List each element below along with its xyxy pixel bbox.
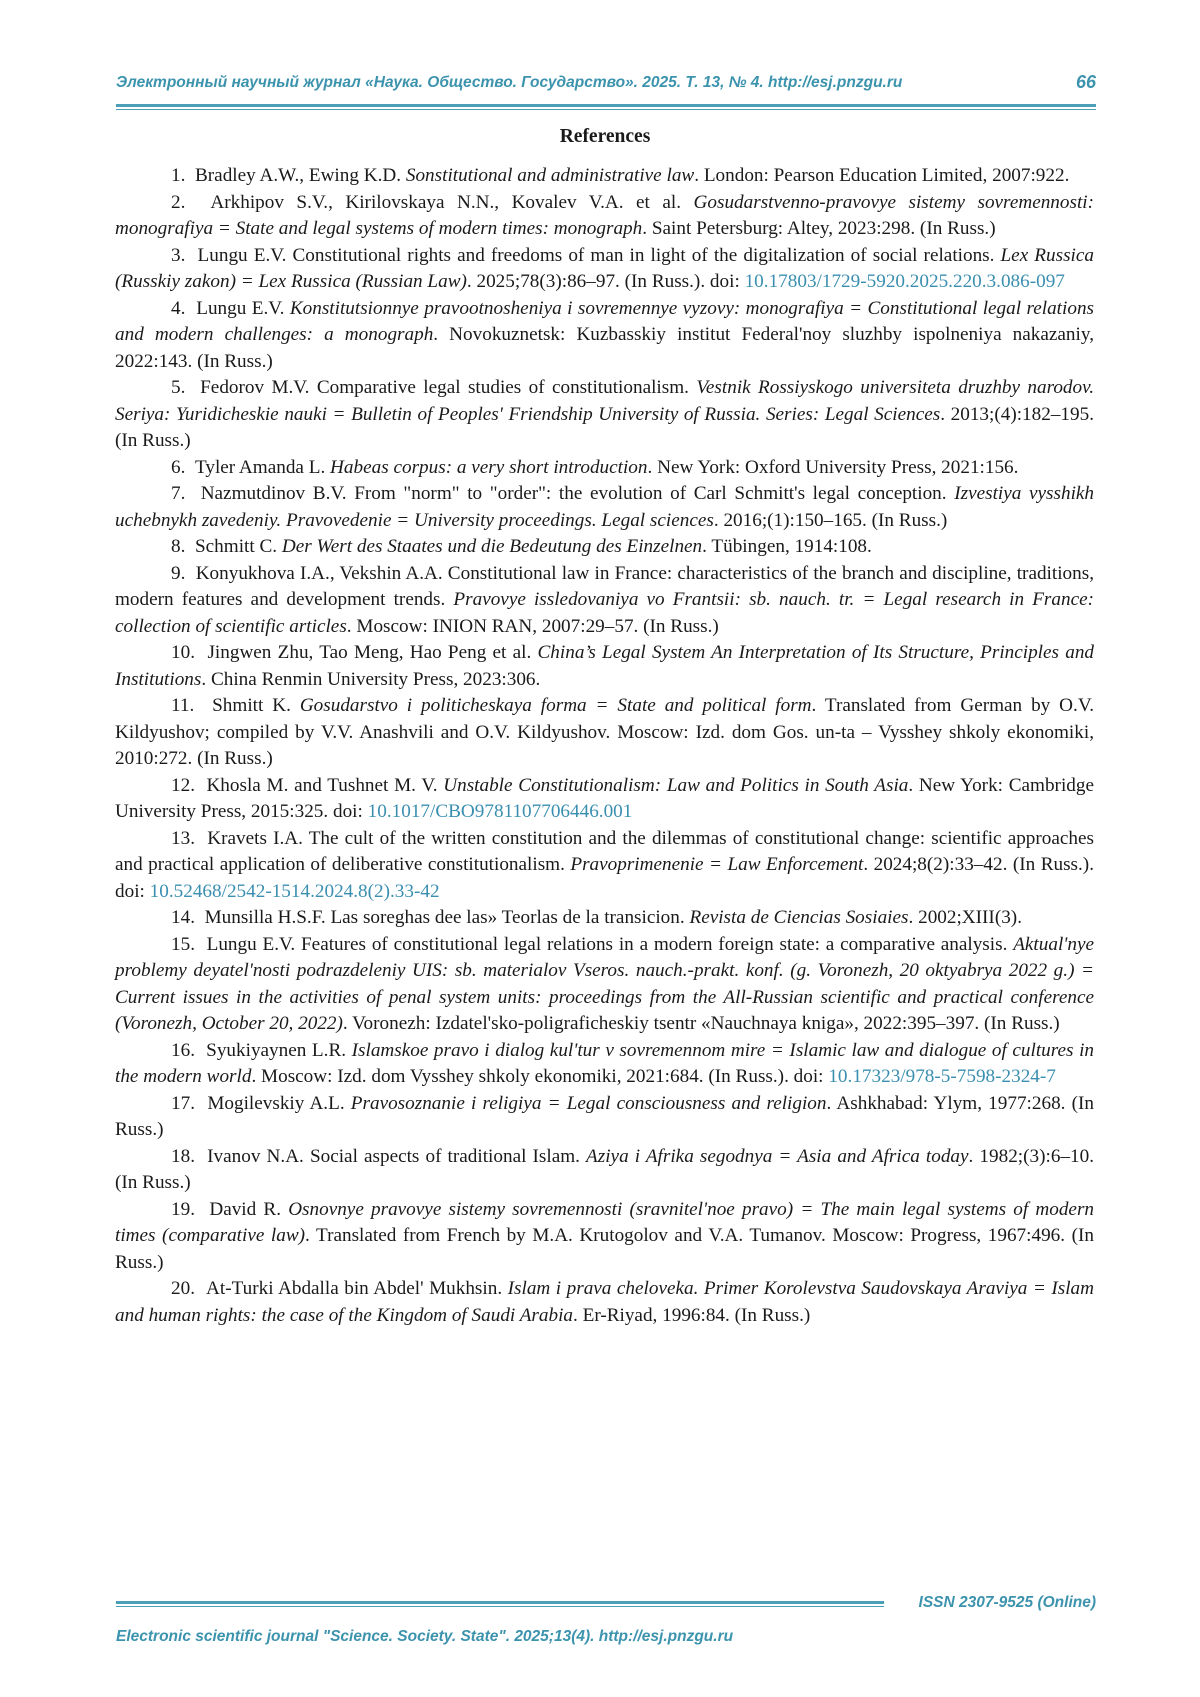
reference-authors: At-Turki Abdalla bin Abdel' Mukhsin. xyxy=(206,1278,508,1299)
reference-authors: Fedorov M.V. Comparative legal studies of constitutionalism. xyxy=(200,377,697,398)
reference-details: . 2002;XIII(3). xyxy=(908,907,1022,928)
reference-number: 15. xyxy=(171,933,195,955)
reference-authors: Mogilevskiy A.L. xyxy=(207,1092,351,1114)
reference-details: . 2024;8(2):33–42. (In Russ.). doi: xyxy=(115,854,1094,902)
reference-source-title: Pravosoznanie i religiya = Legal consciousness and religion xyxy=(350,1092,827,1114)
references-list xyxy=(115,163,1094,1329)
doi-link[interactable]: 10.17803/1729-5920.2025.220.3.086-097 xyxy=(744,271,1065,292)
reference-details: . 2025;78(3):86–97. (In Russ.). doi: xyxy=(466,271,745,292)
reference-source-title: Lex Russica (Russkiy zakon) = Lex Russica (Russian Law) xyxy=(115,244,1094,292)
reference-authors: Bradley A.W., Ewing K.D. xyxy=(194,165,406,186)
reference-item xyxy=(115,190,1094,243)
reference-source-title: Izvestiya vysshikh uchebnykh zavedeniy. Pravovedenie = University proceedings. Legal sciences xyxy=(115,483,1095,531)
footer-divider xyxy=(116,1601,884,1604)
reference-source-title: Gosudarstvenno-pravovye sistemy sovremennosti: monografiya = State and legal systems of modern times: monograph xyxy=(115,191,1095,239)
reference-source-title: Islamskoe pravo i dialog kul'tur v sovremennom mire = Islamic law and dialogue of cultures in the modern world xyxy=(115,1039,1095,1087)
reference-authors: Jingwen Zhu, Tao Meng, Hao Peng et al. xyxy=(207,642,538,663)
reference-authors: Kravets I.A. The cult of the written constitution and the dilemmas of constitutional change: scientific approaches and practical application of deliberative constitutionalism. xyxy=(115,827,1094,875)
reference-authors: Lungu E.V. Constitutional rights and freedoms of man in light of the digitalization of social relations. xyxy=(197,244,1001,266)
reference-number: 13. xyxy=(171,827,195,849)
reference-item xyxy=(115,1144,1094,1197)
reference-source-title: Habeas corpus: a very short introduction xyxy=(330,456,648,478)
reference-number: 4. xyxy=(171,297,186,319)
footer-issn: ISSN 2307-9525 (Online) xyxy=(918,1594,1096,1611)
reference-source-title: Vestnik Rossiyskogo universiteta druzhby narodov. Seriya: Yuridicheskie nauki = Bulletin of Peoples' Friendship University of Russia. Series: Legal Sciences xyxy=(115,377,1095,425)
reference-number: 9. xyxy=(171,562,186,584)
doi-link[interactable]: 10.52468/2542-1514.2024.8(2).33-42 xyxy=(149,880,440,902)
reference-number: 18. xyxy=(171,1145,195,1167)
reference-authors: Ivanov N.A. Social aspects of traditional Islam. xyxy=(207,1145,587,1167)
reference-item xyxy=(115,1038,1094,1091)
footer-journal: Electronic scientific journal "Science. Society. State". 2025;13(4). http://esj.pnzgu.ru xyxy=(116,1628,734,1645)
reference-authors: David R. xyxy=(209,1198,289,1220)
reference-authors: Nazmutdinov B.V. From "norm" to "order": the evolution of Carl Schmitt's legal conception. xyxy=(200,483,955,504)
reference-details: . Ashkhabad: Ylym, 1977:268. (In Russ.) xyxy=(115,1092,1095,1140)
reference-details: . Moscow: Izd. dom Vysshey shkoly ekonomiki, 2021:684. (In Russ.). doi: xyxy=(251,1066,829,1087)
reference-source-title: Konstitutsionnye pravootnosheniya i sovremennye vyzovy: monografiya = Constitutional legal relations and modern challenges: a monograph xyxy=(115,297,1095,345)
reference-source-title: Osnovnye pravovye sistemy sovremennosti (sravnitel'noe pravo) = The main legal systems of modern times (comparative law) xyxy=(115,1198,1095,1246)
doi-link[interactable]: 10.17323/978-5-7598-2324-7 xyxy=(828,1066,1056,1087)
page-number: 66 xyxy=(1075,72,1096,92)
reference-item xyxy=(115,481,1094,534)
reference-item xyxy=(115,773,1094,826)
reference-item xyxy=(115,455,1094,482)
reference-authors: Syukiyaynen L.R. xyxy=(206,1039,352,1061)
reference-details: . 2016;(1):150–165. (In Russ.) xyxy=(713,509,948,531)
reference-authors: Lungu E.V. xyxy=(196,297,290,319)
reference-details: . Voronezh: Izdatel'sko-poligraficheskiy tsentr «Nauchnaya kniga», 2022:395–397. (In Russ.) xyxy=(342,1013,1060,1034)
reference-details: . Translated from French by M.A. Krutogolov and V.A. Tumanov. Moscow: Progress, 1967:496. (In Russ.) xyxy=(115,1225,1094,1273)
reference-source-title: Unstable Constitutionalism: Law and Politics in South Asia xyxy=(443,774,909,796)
reference-source-title: Sonstitutional and administrative law xyxy=(405,165,695,186)
reference-item xyxy=(115,1276,1094,1329)
reference-item xyxy=(115,1197,1094,1277)
reference-source-title: Aktual'nye problemy deyatel'nosti podrazdeleniy UIS: sb. materialov Vseros. nauch.-prakt. konf. (g. Voronezh, 20 oktyabrya 2022 g.) = Current issues in the activities of penal system units: proceedings from the All-Russian scientific and practical conference (Voronezh, October 20, 2022) xyxy=(115,933,1095,1034)
reference-item xyxy=(115,243,1094,296)
reference-details: . Saint Petersburg: Altey, 2023:298. (In Russ.) xyxy=(642,218,996,239)
references-heading: References xyxy=(559,126,651,147)
reference-number: 1. xyxy=(171,165,186,186)
reference-number: 5. xyxy=(171,377,186,398)
reference-details: . 2013;(4):182–195. (In Russ.) xyxy=(115,403,1094,451)
reference-details: . Novokuznetsk: Kuzbasskiy institut Federal'noy sluzhby ispolneniya nakazaniy, 2022:143. (In Russ.) xyxy=(115,324,1094,372)
reference-number: 6. xyxy=(171,456,186,478)
reference-number: 8. xyxy=(171,536,186,557)
running-header-journal: Электронный научный журнал «Наука. Общество. Государство». 2025. Т. 13, № 4. http://esj.pnzgu.ru xyxy=(116,74,903,91)
reference-details: . London: Pearson Education Limited, 2007:922. xyxy=(694,165,1070,186)
reference-authors: Munsilla H.S.F. Las soreghas dee las» Teorlas de la transicion. xyxy=(204,907,690,928)
reference-number: 16. xyxy=(171,1039,195,1061)
reference-authors: Lungu E.V. Features of constitutional legal relations in a modern foreign state: a comparative analysis. xyxy=(206,933,1014,955)
reference-details: . China Renmin University Press, 2023:306. xyxy=(201,668,541,690)
header-divider-thin xyxy=(116,109,1096,110)
footer-divider-thin xyxy=(116,1606,884,1607)
reference-number: 3. xyxy=(171,244,186,266)
reference-details: . Tübingen, 1914:108. xyxy=(702,536,872,557)
reference-item xyxy=(115,826,1094,906)
reference-number: 2. xyxy=(171,191,186,213)
reference-item xyxy=(115,932,1094,1038)
reference-authors: Schmitt C. xyxy=(194,536,282,557)
reference-details: . Er-Riyad, 1996:84. (In Russ.) xyxy=(573,1304,811,1326)
reference-authors: Arkhipov S.V., Kirilovskaya N.N., Kovalev V.A. et al. xyxy=(210,191,694,213)
reference-source-title: Pravoprimenenie = Law Enforcement xyxy=(570,854,864,875)
reference-item xyxy=(115,561,1094,641)
reference-number: 7. xyxy=(171,483,186,504)
reference-source-title: Gosudarstvo i politicheskaya forma = State and political form xyxy=(299,695,812,716)
reference-number: 12. xyxy=(171,774,195,796)
reference-item xyxy=(115,640,1094,693)
reference-authors: Shmitt K. xyxy=(212,695,300,716)
reference-number: 11. xyxy=(171,695,195,716)
reference-item xyxy=(115,163,1094,190)
reference-authors: Tyler Amanda L. xyxy=(194,456,331,478)
reference-authors: Konyukhova I.A., Vekshin A.A. Constitutional law in France: characteristics of the branch and discipline, traditions, modern features and development trends. xyxy=(115,562,1094,610)
reference-item xyxy=(115,296,1094,376)
reference-number: 19. xyxy=(171,1198,195,1220)
reference-number: 10. xyxy=(171,642,195,663)
reference-number: 20. xyxy=(171,1278,195,1299)
reference-details: . New York: Cambridge University Press, 2015:325. doi: xyxy=(115,774,1094,822)
reference-number: 17. xyxy=(171,1092,195,1114)
header-divider xyxy=(116,104,1096,107)
reference-item xyxy=(115,1091,1094,1144)
reference-number: 14. xyxy=(171,907,195,928)
reference-details: . Moscow: INION RAN, 2007:29–57. (In Russ.) xyxy=(346,615,719,637)
reference-item xyxy=(115,375,1094,455)
reference-details: . 1982;(3):6–10. (In Russ.) xyxy=(115,1145,1094,1193)
doi-link[interactable]: 10.1017/CBO9781107706446.001 xyxy=(367,801,633,822)
reference-source-title: Pravovye issledovaniya vo Frantsii: sb. nauch. tr. = Legal research in France: collection of scientific articles xyxy=(115,589,1094,637)
reference-source-title: Islam i prava cheloveka. Primer Korolevstva Saudovskaya Araviya = Islam and human rights: the case of the Kingdom of Saudi Arabia xyxy=(115,1278,1094,1326)
reference-item xyxy=(115,534,1094,561)
reference-source-title: Aziya i Afrika segodnya = Asia and Africa today xyxy=(586,1145,969,1167)
reference-item xyxy=(115,905,1094,932)
reference-item xyxy=(115,693,1094,773)
reference-details: . Translated from German by O.V. Kildyushov; compiled by V.V. Anashvili and O.V. Kildyushov. Moscow: Izd. dom Gos. un-ta – Vysshey shkoly ekonomiki, 2010:272. (In Russ.) xyxy=(115,695,1095,769)
reference-authors: Khosla M. and Tushnet M. V. xyxy=(206,774,444,796)
reference-source-title: China’s Legal System An Interpretation of Its Structure, Principles and Institutions xyxy=(115,642,1095,690)
reference-source-title: Revista de Ciencias Sosiaies xyxy=(689,907,909,928)
reference-source-title: Der Wert des Staates und die Bedeutung des Einzelnen xyxy=(281,536,703,557)
reference-details: . New York: Oxford University Press, 2021:156. xyxy=(647,456,1019,478)
